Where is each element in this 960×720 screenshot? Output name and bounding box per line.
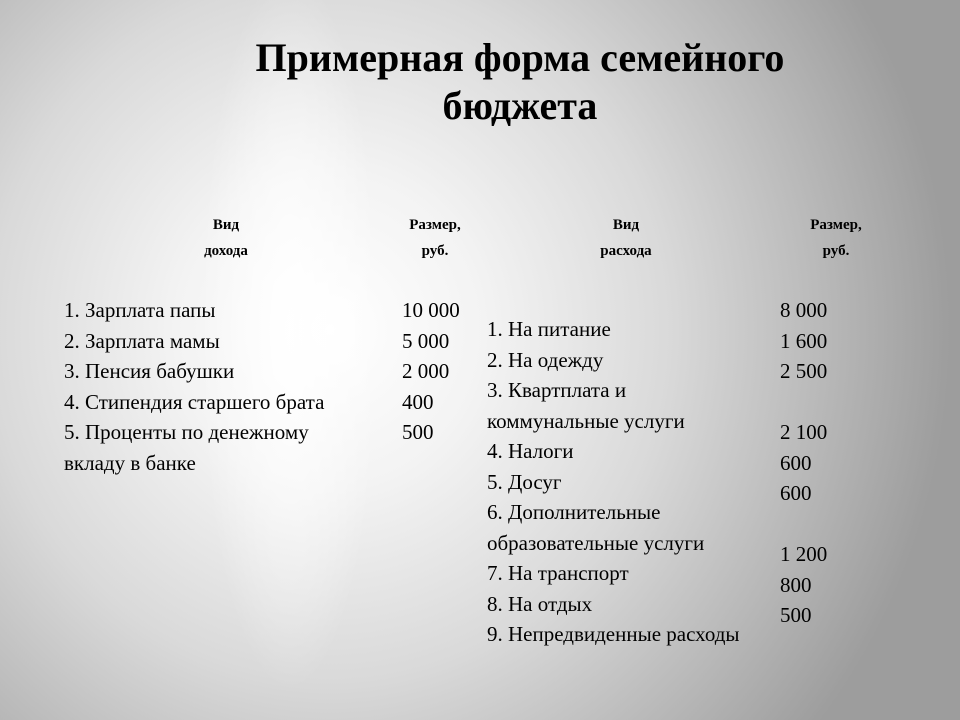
header-expense-amount-line1: Размер, xyxy=(810,217,862,233)
expense-amounts xyxy=(780,295,870,631)
income-item: 1. Зарплата папы xyxy=(64,298,216,322)
expense-amount: 2 100 xyxy=(780,420,828,444)
expense-item: 9. Непредвиденные расходы xyxy=(487,622,740,646)
expense-amount: 8 000 xyxy=(780,298,828,322)
page-title: Примерная форма семейного бюджета xyxy=(255,35,785,128)
expense-amount: 500 xyxy=(780,603,812,627)
income-amount: 400 xyxy=(402,389,434,414)
income-item: 4. Стипендия старшего брата xyxy=(64,389,325,414)
income-amount: 2 000 xyxy=(402,359,450,383)
header-income-type xyxy=(176,212,276,264)
income-amount: 5 000 xyxy=(402,328,450,353)
expense-item: 2. На одежду xyxy=(487,347,604,372)
expense-list xyxy=(487,314,749,650)
expense-item: 1. На питание xyxy=(487,317,611,341)
header-income-type-line2: дохода xyxy=(204,243,248,259)
expense-item: 7. На транспорт xyxy=(487,561,629,585)
header-expense-amount-line2: руб. xyxy=(822,243,850,259)
income-item: 5. Проценты по денежному вкладу в банке xyxy=(64,420,309,475)
header-expense-type-line1: Вид xyxy=(612,217,640,233)
expense-item: 3. Квартплата и коммунальные услуги xyxy=(487,378,685,433)
income-amounts xyxy=(402,295,482,448)
income-item: 2. Зарплата мамы xyxy=(64,328,220,353)
header-income-amount-line2: руб. xyxy=(421,243,449,259)
header-income-type-line1: Вид xyxy=(212,217,240,233)
spacer xyxy=(780,509,870,540)
header-expense-type-line2: расхода xyxy=(600,243,652,259)
expense-item: 5. Досуг xyxy=(487,469,562,494)
expense-item: 6. Дополнительные образовательные услуги xyxy=(487,500,705,555)
header-income-amount xyxy=(385,212,485,264)
header-income-amount-line1: Размер, xyxy=(409,217,461,233)
expense-item: 4. Налоги xyxy=(487,439,574,463)
expense-amount: 600 xyxy=(780,481,812,505)
spacer xyxy=(780,387,870,418)
expense-amount: 600 xyxy=(780,450,812,475)
expense-amount: 800 xyxy=(780,572,812,597)
income-amount: 10 000 xyxy=(402,298,460,322)
income-amount: 500 xyxy=(402,420,434,444)
header-expense-type xyxy=(576,212,676,264)
expense-item: 8. На отдых xyxy=(487,591,593,616)
expense-amount: 2 500 xyxy=(780,359,828,383)
income-list xyxy=(64,295,364,478)
expense-amount: 1 600 xyxy=(780,328,828,353)
expense-amount: 1 200 xyxy=(780,542,828,566)
header-expense-amount xyxy=(786,212,886,264)
income-item: 3. Пенсия бабушки xyxy=(64,359,235,383)
